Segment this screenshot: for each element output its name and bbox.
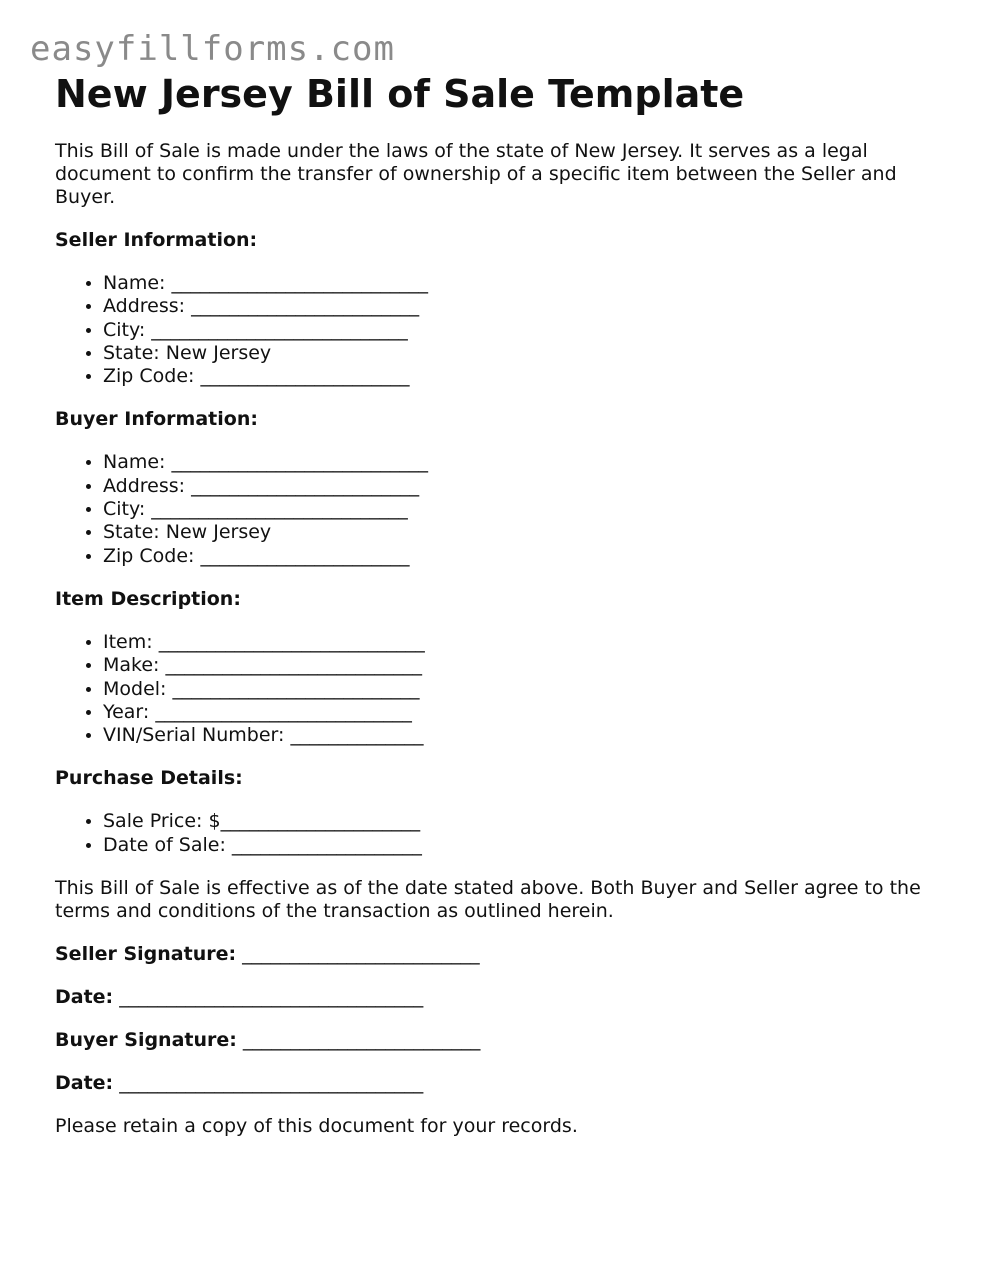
purchase-section-heading: Purchase Details:	[55, 767, 243, 790]
item-description-list	[55, 631, 955, 747]
item-year-field: • Year: ___________________________	[103, 701, 955, 724]
seller-zip-field: • Zip Code: ______________________	[103, 365, 955, 388]
purchase-details-list	[55, 810, 955, 857]
seller-signature-line	[55, 943, 955, 966]
sale-price-field: • Sale Price: $_____________________	[103, 810, 955, 833]
buyer-section-heading: Buyer Information:	[55, 408, 258, 431]
buyer-address-field: • Address: ________________________	[103, 475, 955, 498]
buyer-zip-field: • Zip Code: ______________________	[103, 545, 955, 568]
seller-state-field: • State: New Jersey	[103, 342, 955, 365]
seller-date-label: Date:	[55, 986, 114, 1009]
footer-note: Please retain a copy of this document for your records.	[55, 1115, 578, 1138]
buyer-signature-line	[55, 1029, 955, 1052]
buyer-signature-label: Buyer Signature:	[55, 1029, 237, 1052]
document-title: New Jersey Bill of Sale Template	[55, 72, 745, 116]
seller-section-heading: Seller Information:	[55, 229, 258, 251]
seller-signature-label: Seller Signature:	[55, 943, 237, 966]
site-watermark: easyfillforms.com	[30, 29, 395, 69]
item-vin-field: • VIN/Serial Number: ______________	[103, 724, 955, 747]
buyer-date-blank: ________________________________	[119, 1072, 424, 1095]
item-section-heading: Item Description:	[55, 587, 241, 610]
seller-name-field: • Name: ___________________________	[103, 272, 955, 295]
intro-paragraph: This Bill of Sale is made under the laws of the state of New Jersey. It serves as a legal document to confirm the transfer of ownership of a specific item between the Seller and Buyer.	[55, 140, 897, 208]
seller-date-line	[55, 986, 955, 1009]
seller-address-field: • Address: ________________________	[103, 295, 955, 318]
seller-signature-blank: _________________________	[242, 943, 480, 966]
seller-date-blank: ________________________________	[119, 986, 424, 1009]
buyer-city-field: • City: ___________________________	[103, 498, 955, 521]
buyer-signature-blank: _________________________	[242, 1029, 481, 1052]
buyer-date-label: Date:	[55, 1072, 114, 1095]
buyer-info-list	[55, 451, 955, 567]
closing-paragraph: This Bill of Sale is effective as of the date stated above. Both Buyer and Seller agree to the terms and conditions of the transaction as outlined herein.	[55, 877, 921, 923]
seller-info-list	[55, 272, 955, 388]
sale-date-field: • Date of Sale: ____________________	[103, 834, 955, 857]
item-name-field: • Item: ____________________________	[103, 631, 955, 654]
document-body	[55, 70, 955, 1158]
item-model-field: • Model: __________________________	[103, 678, 955, 701]
item-make-field: • Make: ___________________________	[103, 654, 955, 677]
buyer-name-field: • Name: ___________________________	[103, 451, 955, 474]
buyer-date-line	[55, 1072, 955, 1095]
buyer-state-field: • State: New Jersey	[103, 521, 955, 544]
seller-city-field: • City: ___________________________	[103, 319, 955, 342]
